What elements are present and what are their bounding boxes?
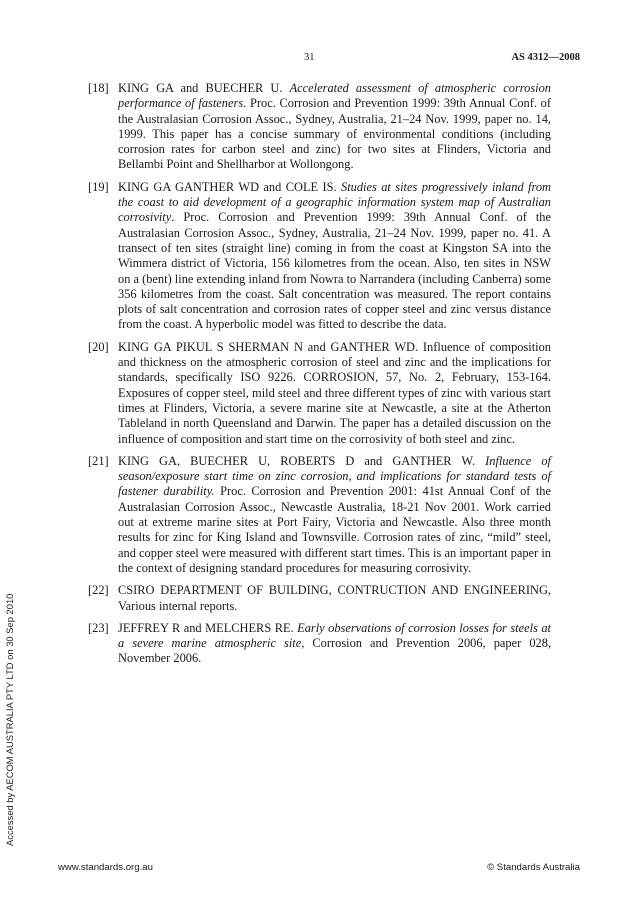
footer-copyright: © Standards Australia	[487, 862, 580, 873]
reference-21	[88, 454, 551, 576]
reference-number: [20]	[88, 339, 109, 354]
reference-19	[88, 180, 551, 333]
reference-title: Early observations of corrosion losses for steels at a severe marine atmospheric site	[118, 620, 551, 651]
reference-title: Studies at sites progressively inland from the coast to aid development of a geographic information system map of Australian corrosivity	[118, 179, 551, 225]
reference-number: [18]	[88, 81, 109, 95]
reference-title: Accelerated assessment of atmospheric corrosion performance of fasteners	[118, 81, 551, 111]
reference-details: Proc. Corrosion and Prevention 2001: 41st Annual Conf of the Australasian Corrosion Assoc., Newcastle Australia, 18-21 Nov 2001. Work carried out at extreme marine sites at Port Fairy, Victoria and Newcastle. Also three month results for zinc for King Island and Townsville. Corrosion rates of zinc, “mild” steel, and copper steel were measured with different start times. This is an important paper in the context of designing standard procedures for measuring corrosivity.	[118, 484, 551, 575]
reference-20	[88, 340, 551, 447]
reference-number: [22]	[88, 583, 109, 598]
reference-details: . Proc. Corrosion and Prevention 1999: 39th Annual Conf. of the Australasian Corrosion Assoc., Sydney, Australia, 21–24 Nov. 1999, paper no. 14, 1999. This paper has a concise summary of environmental conditions (including corrosion rates for carbon steel and zinc) for two sites at Flinders, Victoria and Bellambi Point and Shellharbor at Wollongong.	[118, 96, 551, 172]
reference-title: Influence of season/exposure start time on zinc corrosion, and implications for standard tests of fastener durability.	[118, 453, 551, 499]
reference-text: CSIRO DEPARTMENT OF BUILDING, CONTRUCTION AND ENGINEERING, Various internal reports.	[118, 583, 551, 613]
reference-text: KING GA PIKUL S SHERMAN N and GANTHER WD. Influence of composition and thickness on the atmospheric corrosion of steel and zinc and the implications for standards, specifically ISO 9226. CORROSION, 57, No. 2, February, 153-164. Exposures of copper steel, mild steel and three different types of zinc with various start times at Flinders, Victoria, a severe marine site at Newcastle, a site at the Atherton Tableland in north Queensland and Darwin. The paper has a detailed discussion on the influence of composition and start time on the corrosivity of both steel and zinc.	[118, 339, 551, 446]
access-watermark: Accessed by AECOM AUSTRALIA PTY LTD on 30 Sep 2010	[4, 593, 15, 846]
reference-number: [19]	[88, 179, 109, 194]
reference-list	[88, 81, 551, 674]
reference-details: , Corrosion and Prevention 2006, paper 028, November 2006.	[118, 636, 551, 666]
reference-number: [23]	[88, 620, 109, 635]
standard-number: AS 4312—2008	[511, 52, 580, 63]
reference-number: [21]	[88, 453, 109, 468]
reference-18	[88, 81, 551, 173]
footer-website: www.standards.org.au	[58, 862, 153, 873]
reference-22	[88, 583, 551, 614]
reference-authors: KING GA and BUECHER U.	[118, 81, 290, 95]
page-number: 31	[304, 52, 315, 63]
reference-authors: JEFFREY R and MELCHERS RE.	[118, 620, 298, 635]
reference-authors: KING GA, BUECHER U, ROBERTS D and GANTHER W.	[118, 453, 486, 468]
reference-authors: KING GA GANTHER WD and COLE IS.	[118, 179, 342, 194]
reference-23	[88, 621, 551, 667]
reference-details: . Proc. Corrosion and Prevention 1999: 39th Annual Conf. of the Australasian Corrosion Assoc., Sydney, Australia, 21–24 Nov. 1999, paper no. 41. A transect of ten sites (straight line) coming in from the coast at Kingston SA into the Wimmera district of Victoria, 156 kilometres from the ocean. Also, ten sites in NSW on a (bent) line extending inland from Nowra to Narrandera (including Canberra) some 356 kilometres from the coast. Salt concentration was measured. The report contains plots of salt concentration and corrosion rates of copper steel and zinc versus distance from the coast. A hyperbolic model was fitted to describe the data.	[118, 210, 551, 332]
